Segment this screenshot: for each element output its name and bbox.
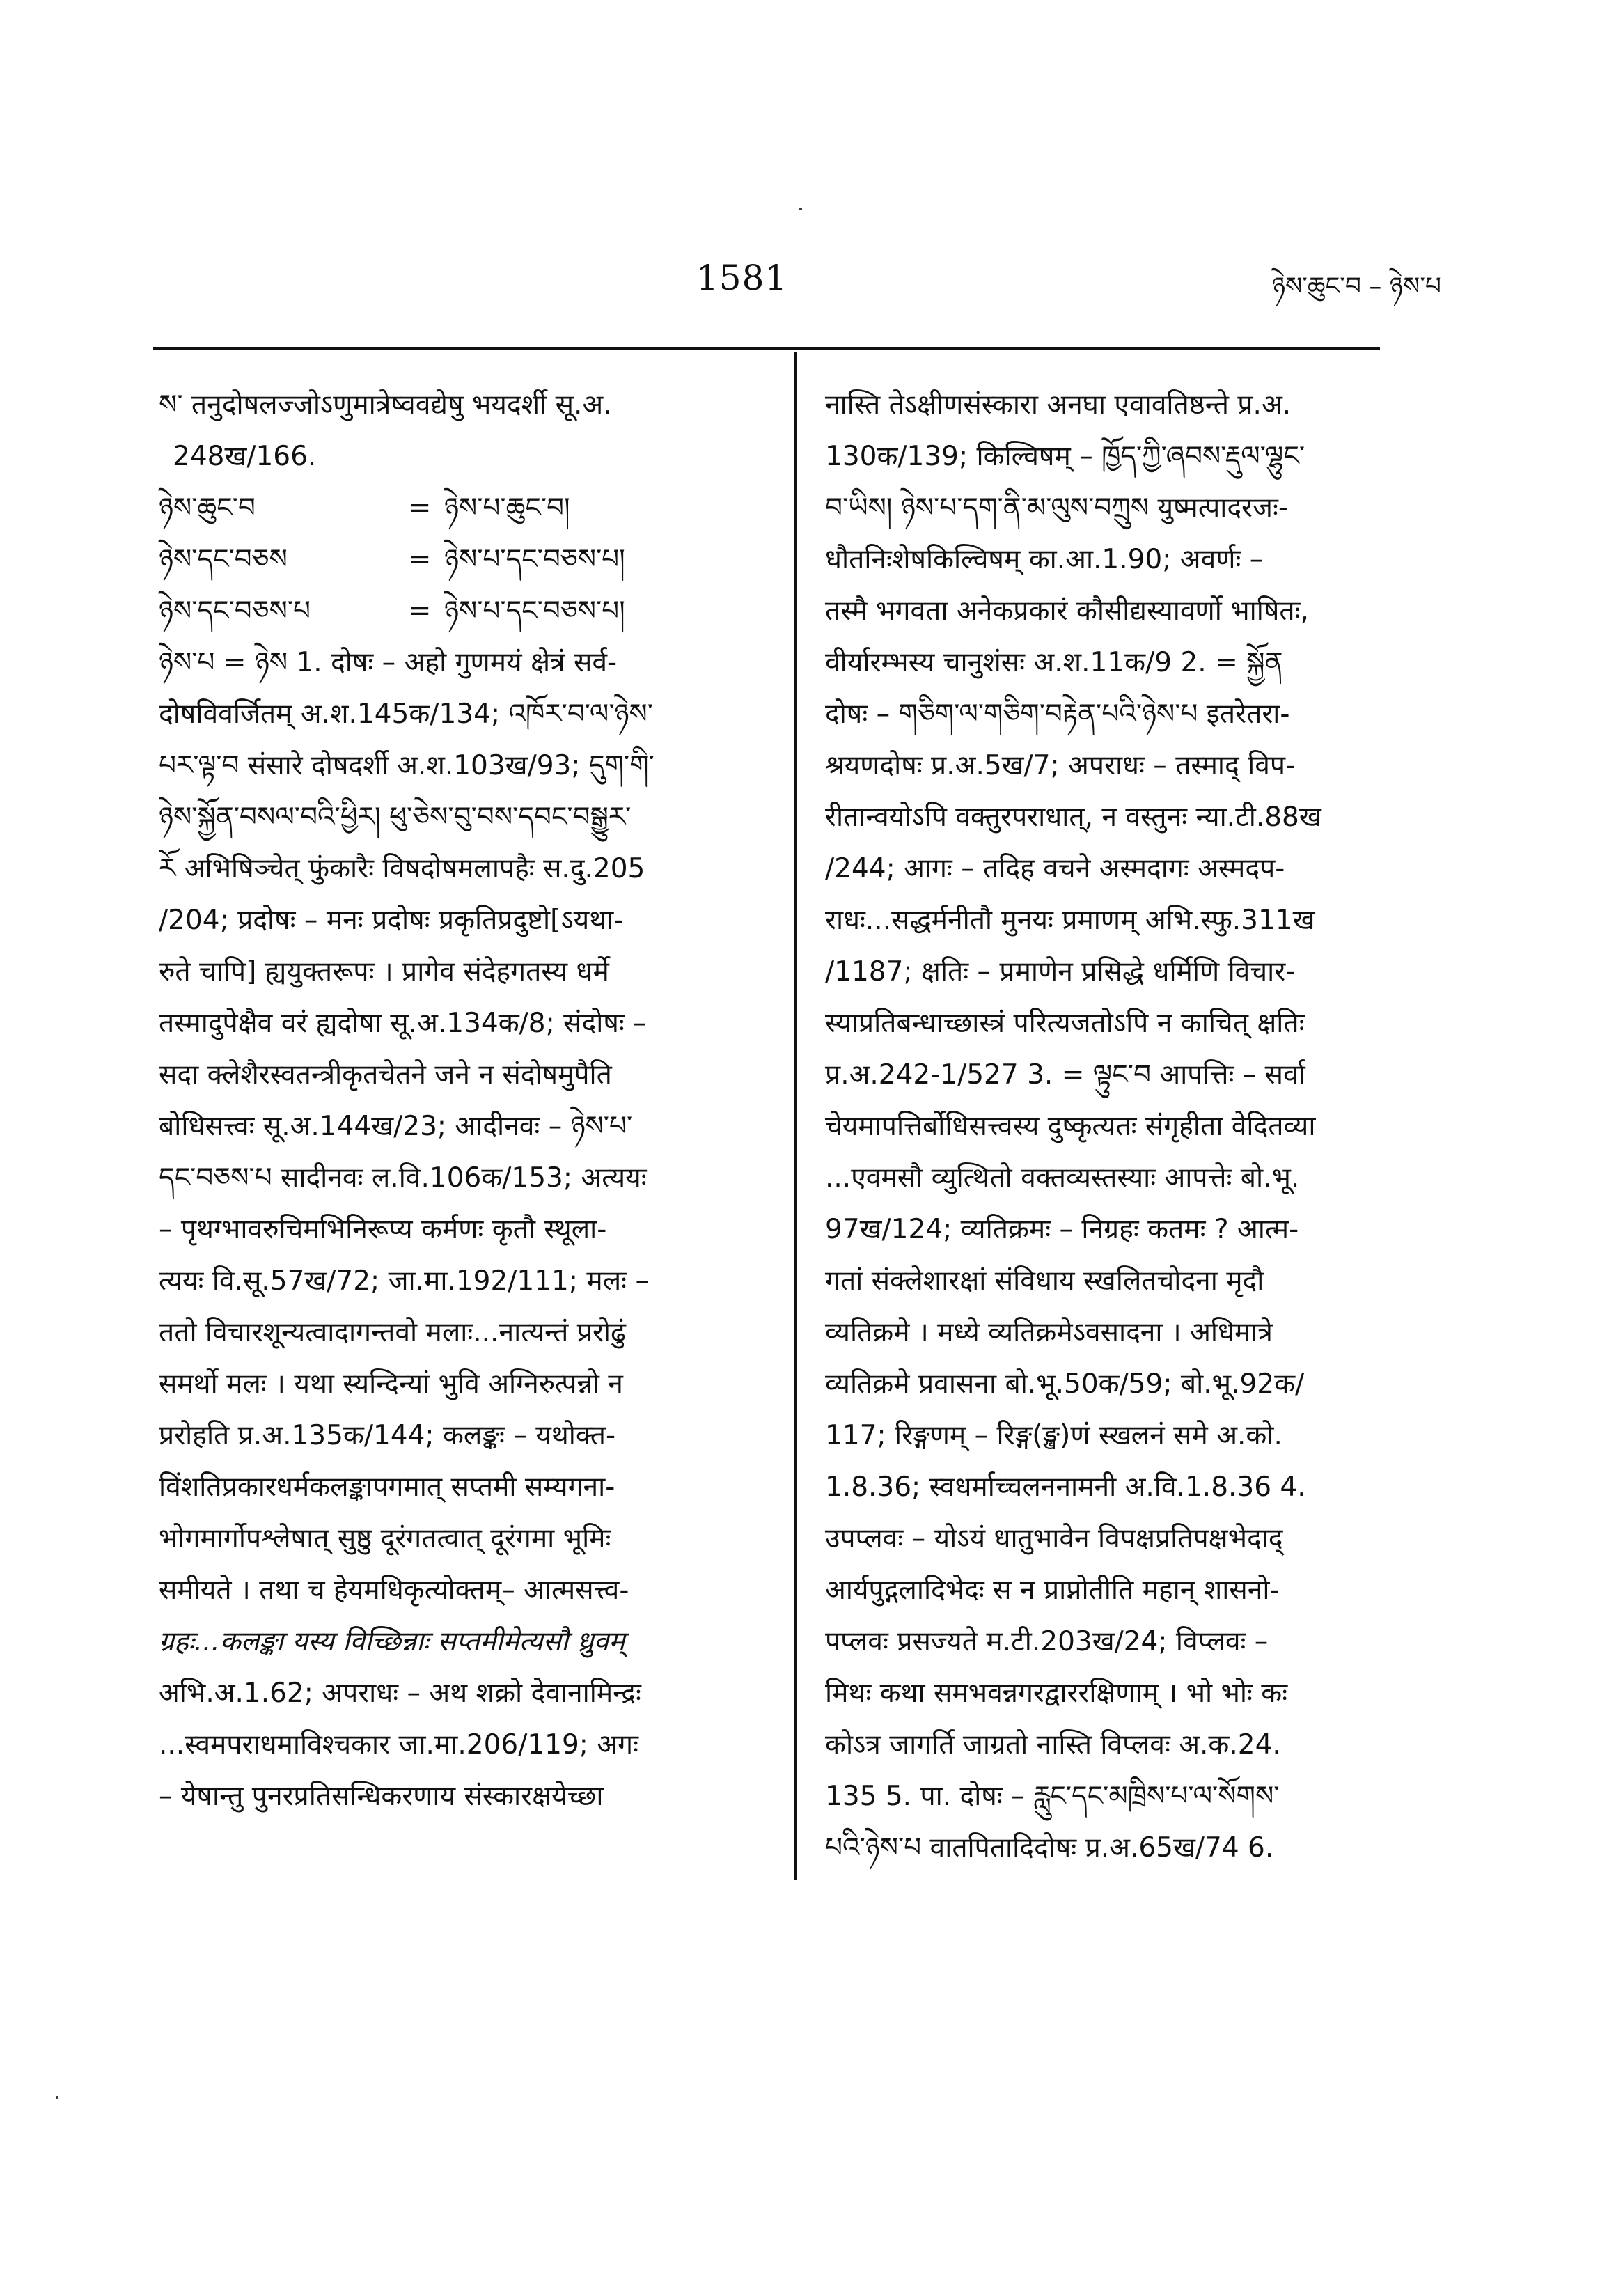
text-line: ...एवमसौ व्युत्थितो वक्तव्यस्तस्याः आपत्तेः बो.भू.: [825, 1162, 1300, 1194]
text-line: बोधिसत्त्वः सू.अ.144ख/23; आदीनवः – ཉེས་པ་: [159, 1111, 633, 1142]
text-line: नास्ति तेऽक्षीणसंस्कारा अनघा एवावतिष्ठन्ते प्र.अ.: [825, 389, 1292, 421]
equals-sign: =: [408, 544, 432, 575]
text-line: प्र.अ.242-1/527 3. = ལྟུང་བ आपत्तिः – सर्वा: [825, 1059, 1305, 1091]
text-line: – पृथग्भावरुचिमभिनिरूप्य कर्मणः कृतौ स्थूला-: [159, 1214, 607, 1245]
text-line: श्रयणदोषः प्र.अ.5ख/7; अपराधः – तस्माद् विप-: [825, 750, 1296, 781]
left-column: [159, 380, 771, 1822]
text-line: ས་ तनुदोषलज्जोऽणुमात्रेष्ववद्येषु भयदर्शी सू.अ.: [159, 389, 612, 421]
text-line: भोगमार्गोपश्लेषात् सुष्ठु दूरंगतत्वात् दूरंगमा भूमिः: [159, 1523, 611, 1554]
text-line: पप्लवः प्रसज्यते म.टी.203ख/24; विप्लवः –: [825, 1626, 1269, 1657]
headword: ཉེས་དང་བཅས: [159, 544, 288, 575]
text-line: रुते चापि] ह्ययुक्तरूपः । प्रागेव संदेहगतस्य धर्मे: [159, 956, 609, 987]
text-line: तस्मै भगवता अनेकप्रकारं कौसीद्यस्यावर्णो भाषितः,: [825, 595, 1309, 627]
text-line: 1.8.36; स्वधर्माच्चलननामनी अ.वि.1.8.36 4.: [825, 1471, 1306, 1503]
equivalent: ཉེས་པ་དང་བཅས་པ།: [444, 544, 625, 575]
equivalence-row: [159, 534, 771, 586]
text-line: सदा क्लेशैरस्वतन्त्रीकृतचेतने जने न संदोषमुपैति: [159, 1059, 612, 1091]
page-number: 1581: [696, 258, 788, 298]
text-line: रीतान्वयोऽपि वक्तुरपराधात्, न वस्तुनः न्या.टी.88ख: [825, 802, 1321, 833]
column-divider: [794, 352, 797, 1880]
text-line: मिथः कथा समभवन्नगरद्वाररक्षिणाम् । भो भोः कः: [825, 1678, 1288, 1709]
equals-sign: =: [408, 492, 432, 524]
equivalent: ཉེས་པ་ཆུང་བ།: [444, 492, 570, 524]
text-line: समीयते । तथा च हेयमधिकृत्योक्तम्– आत्मसत्त्व-: [159, 1575, 629, 1606]
text-line: गतां संक्लेशारक्षां संविधाय स्खलितचोदना मृदौ: [825, 1265, 1264, 1297]
text-line: धौतनिःशेषकिल्विषम् का.आ.1.90; अवर्णः –: [825, 544, 1264, 575]
equivalence-row: [159, 483, 771, 534]
text-line: कोऽत्र जागर्ति जाग्रतो नास्ति विप्लवः अ.क.24.: [825, 1729, 1281, 1760]
headword: ཉེས་དང་བཅས་པ: [159, 595, 311, 627]
text-line: 97ख/124; व्यतिक्रमः – निग्रहः कतमः ? आत्म-: [825, 1214, 1299, 1245]
scan-speck: [56, 2096, 58, 2099]
headword: ཉེས་ཆུང་བ: [159, 492, 256, 524]
text-line: – येषान्तु पुनरप्रतिसन्धिकरणाय संस्कारक्षयेच्छा: [159, 1781, 604, 1812]
text-line: 130क/139; किल्विषम् – ཁྱོད་ཀྱི་ཞབས་རྡུལ་ལྷུང་: [825, 441, 1305, 472]
text-line: 248ख/166.: [173, 441, 317, 472]
text-line: दोषविवर्जितम् अ.श.145क/134; འཁོར་བ་ལ་ཉེས་: [159, 698, 653, 730]
text-line: བ་ཡིས། ཉེས་པ་དག་ནི་མ་ལུས་བཀྲུས युष्मत्पादरजः-: [825, 492, 1288, 524]
text-line: प्ररोहति प्र.अ.135क/144; कलङ्कः – यथोक्त-: [159, 1420, 616, 1451]
text-line: तस्मादुपेक्षैव वरं ह्यदोषा सू.अ.134क/8; संदोषः –: [159, 1008, 647, 1039]
text-line: राधः...सद्धर्मनीतौ मुनयः प्रमाणम् अभि.स्फु.311ख: [825, 905, 1315, 936]
scan-speck: [799, 208, 802, 210]
text-line: विंशतिप्रकारधर्मकलङ्कापगमात् सप्तमी सम्यगना-: [159, 1471, 615, 1503]
header-rule: [153, 347, 1380, 350]
text-line: व्यतिक्रमे । मध्ये व्यतिक्रमेऽवसादना । अधिमात्रे: [825, 1317, 1273, 1348]
text-line: རོ अभिषिञ्चेत् फुंकारैः विषदोषमलापहैः स.दु.205: [159, 853, 645, 884]
text-line: दोषः – གཅིག་ལ་གཅིག་བརྟེན་པའི་ཉེས་པ इतरेतरा-: [825, 698, 1290, 730]
text-line: उपप्लवः – योऽयं धातुभावेन विपक्षप्रतिपक्षभेदाद्: [825, 1523, 1283, 1554]
text-line: चेयमापत्तिर्बोधिसत्त्वस्य दुष्कृत्यतः संगृहीता वेदितव्या: [825, 1111, 1316, 1142]
text-line: समर्थो मलः । यथा स्यन्दिन्यां भुवि अग्निरुत्पन्नो न: [159, 1368, 623, 1400]
right-column: [825, 380, 1424, 1874]
text-line: ཉེས་སྐྱོན་བསལ་བའི་ཕྱིར། ཕུ་ཅེས་བུ་བས་དབང་བསྒྱུར་: [159, 802, 632, 833]
text-line: /204; प्रदोषः – मनः प्रदोषः प्रकृतिप्रदुष्टो[ऽयथा-: [159, 905, 624, 936]
equivalence-row: [159, 586, 771, 637]
text-line: वीर्यारम्भस्य चानुशंसः अ.श.11क/9 2. = སྐྱོན: [825, 647, 1283, 678]
text-line: 117; रिङ्गणम् – रिङ्ग(ङ्ख)णं स्खलनं समे अ.को.: [825, 1420, 1282, 1451]
equals-sign: =: [408, 595, 432, 627]
text-line: व्यतिक्रमे प्रवासना बो.भू.50क/59; बो.भू.92क/: [825, 1368, 1305, 1400]
text-line: /1187; क्षतिः – प्रमाणेन प्रसिद्धे धर्मिणि विचार-: [825, 956, 1296, 987]
text-line: པའི་ཉེས་པ वातपितादिदोषः प्र.अ.65ख/74 6.: [825, 1832, 1274, 1864]
text-line: ततो विचारशून्यत्वादागन्तवो मलाः...नात्यन्तं प्ररोढुं: [159, 1317, 626, 1348]
text-line: ཉེས་པ = ཉེས 1. दोषः – अहो गुणमयं क्षेत्रं सर्व-: [159, 647, 618, 678]
text-line: ...स्वमपराधमाविश्चकार जा.मा.206/119; अगः: [159, 1729, 638, 1760]
text-line: त्ययः वि.सू.57ख/72; जा.मा.192/111; मलः –: [159, 1265, 649, 1297]
text-line: 135 5. पा. दोषः – རླུང་དང་མཁྲིས་པ་ལ་སོགས་: [825, 1781, 1280, 1812]
equivalent: ཉེས་པ་དང་བཅས་པ།: [444, 595, 625, 627]
running-head: ཉེས་ཆུང་བ – ཉེས་པ: [1271, 272, 1441, 301]
text-line: स्याप्रतिबन्धाच्छास्त्रं परित्यजतोऽपि न काचित् क्षतिः: [825, 1008, 1305, 1039]
text-line: པར་ལྟ་བ संसारे दोषदर्शी अ.श.103ख/93; དུག་གི་: [159, 750, 654, 781]
text-line: དང་བཅས་པ सादीनवः ल.वि.106क/153; अत्ययः: [159, 1162, 647, 1194]
text-line: ग्रहः...कलङ्का यस्य विच्छिन्नाः सप्तमीमेत्यसौ ध्रुवम्: [159, 1626, 625, 1657]
text-line: /244; आगः – तदिह वचने अस्मदागः अस्मदप-: [825, 853, 1285, 884]
text-line: अभि.अ.1.62; अपराधः – अथ शक्रो देवानामिन्द्रः: [159, 1678, 641, 1709]
text-line: आर्यपुद्गलादिभेदः स न प्राप्नोतीति महान् शासनो-: [825, 1575, 1280, 1606]
